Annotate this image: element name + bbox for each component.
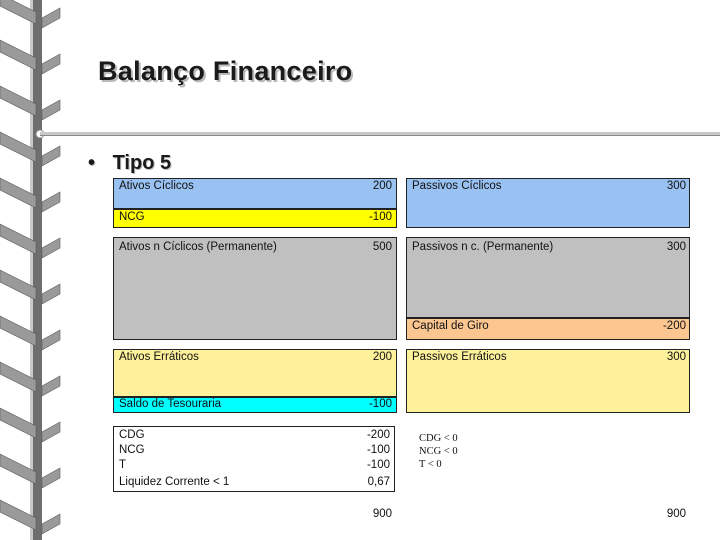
capital-giro-label: Capital de Giro <box>412 320 489 332</box>
passivos-ciclicos-value: 300 <box>666 180 686 192</box>
indicador-value: -100 <box>366 459 390 471</box>
ativos-ciclicos-label: Ativos Cíclicos <box>119 180 194 192</box>
capital-giro-value: -200 <box>662 320 686 332</box>
passivos-ciclicos-label: Passivos Cíclicos <box>412 180 502 192</box>
zigzag-stripe <box>42 330 60 350</box>
ativos-erraticos-label: Ativos Erráticos <box>119 351 199 363</box>
ativos-ciclicos-value: 200 <box>372 180 392 192</box>
zigzag-stripe <box>42 468 60 488</box>
zigzag-stripe <box>42 284 60 304</box>
zigzag-stripe <box>42 8 60 28</box>
indicador-value: -100 <box>366 444 390 456</box>
ativos-permanente-label: Ativos n Cíclicos (Permanente) <box>119 241 277 253</box>
indicador-label: Liquidez Corrente < 1 <box>119 476 230 488</box>
zigzag-stripe <box>42 514 60 534</box>
notes-block <box>419 432 458 471</box>
note-cdg: CDG < 0 <box>419 433 458 444</box>
indicador-value: -200 <box>366 429 390 441</box>
passivos-permanente-value: 300 <box>666 241 686 253</box>
passivos-erraticos-value: 300 <box>666 351 686 363</box>
zigzag-stripe <box>42 192 60 212</box>
zigzag-stripe <box>42 54 60 74</box>
saldo-tesouraria-value: -100 <box>368 398 392 410</box>
indicador-label: NCG <box>119 444 145 456</box>
page-title: Balanço Financeiro <box>98 56 353 86</box>
title-divider-shadow <box>40 135 720 136</box>
ncg-value: -100 <box>368 211 392 223</box>
passivos-erraticos-label: Passivos Erráticos <box>412 351 507 363</box>
ncg-label: NCG <box>119 211 145 223</box>
indicador-label: CDG <box>119 429 145 441</box>
zigzag-stripe <box>42 238 60 258</box>
ativos-erraticos-value: 200 <box>372 351 392 363</box>
bullet-icon: • <box>88 152 96 174</box>
zigzag-stripe <box>42 146 60 166</box>
bullet-text: Tipo 5 <box>112 152 172 174</box>
note-ncg: NCG < 0 <box>419 446 458 457</box>
note-t: T < 0 <box>419 459 442 470</box>
bullet-item <box>88 152 171 175</box>
passivos-permanente-label: Passivos n c. (Permanente) <box>412 241 554 253</box>
ativos-permanente-value: 500 <box>372 241 392 253</box>
zigzag-stripe <box>42 376 60 396</box>
zigzag-stripe <box>42 422 60 442</box>
passivo-total: 900 <box>666 508 686 520</box>
zigzag-stripe <box>42 100 60 120</box>
saldo-tesouraria-label: Saldo de Tesouraria <box>119 398 222 410</box>
indicador-value: 0,67 <box>367 476 390 488</box>
indicador-label: T <box>119 459 127 471</box>
ativo-total: 900 <box>372 508 392 520</box>
